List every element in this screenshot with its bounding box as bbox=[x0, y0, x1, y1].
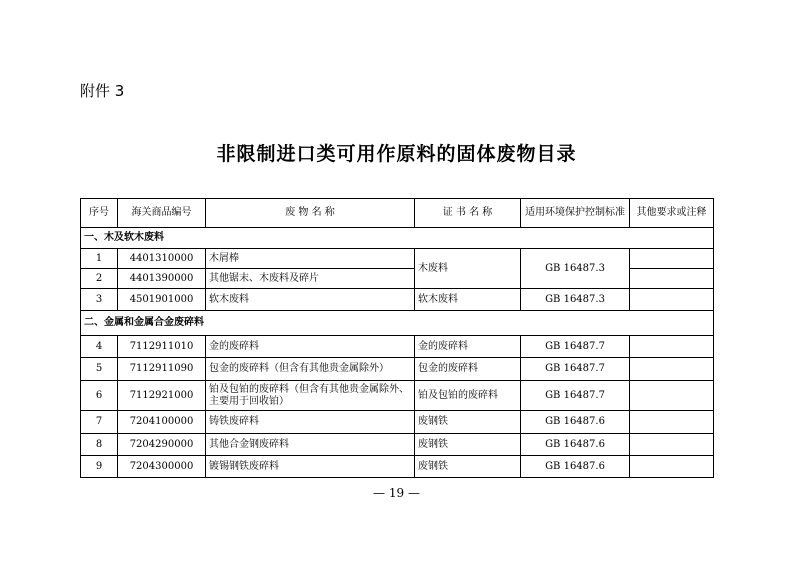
row-code: 7204100000 bbox=[118, 411, 206, 434]
row-name: 金的废碎料 bbox=[206, 336, 415, 358]
row-cert: 包金的废碎料 bbox=[415, 358, 521, 381]
header-code: 海关商品编号 bbox=[118, 199, 206, 228]
row-no: 7 bbox=[81, 411, 118, 434]
table-row bbox=[81, 336, 714, 358]
row-name: 铂及包铂的废碎料（但含有其他贵金属除外、主要用于回收铂） bbox=[206, 381, 415, 411]
document-title: 非限制进口类可用作原料的固体废物目录 bbox=[216, 143, 577, 165]
table-row bbox=[81, 249, 714, 269]
header-note: 其他要求或注释 bbox=[630, 199, 714, 228]
row-name: 铸铁废碎料 bbox=[206, 411, 415, 434]
row-no: 1 bbox=[81, 249, 118, 269]
row-code: 7112911010 bbox=[118, 336, 206, 358]
header-no: 序号 bbox=[81, 199, 118, 228]
row-cert: 软木废料 bbox=[415, 289, 521, 311]
section-heading-row bbox=[81, 228, 714, 249]
row-name: 镀锡钢铁废碎料 bbox=[206, 456, 415, 478]
row-note bbox=[630, 434, 714, 456]
row-note bbox=[630, 336, 714, 358]
row-no: 8 bbox=[81, 434, 118, 456]
row-standard: GB 16487.6 bbox=[521, 434, 630, 456]
row-cert: 木废料 bbox=[415, 249, 521, 289]
attachment-label: 附件 3 bbox=[80, 82, 125, 100]
row-no: 2 bbox=[81, 269, 118, 289]
row-no: 4 bbox=[81, 336, 118, 358]
row-standard: GB 16487.3 bbox=[521, 249, 630, 289]
row-name: 其他合金钢废碎料 bbox=[206, 434, 415, 456]
row-code: 4401310000 bbox=[118, 249, 206, 269]
table-row bbox=[81, 456, 714, 478]
table-row bbox=[81, 358, 714, 381]
row-note bbox=[630, 269, 714, 289]
header-standard: 适用环境保护控制标准 bbox=[521, 199, 630, 228]
row-no: 6 bbox=[81, 381, 118, 411]
row-cert: 废钢铁 bbox=[415, 434, 521, 456]
row-name: 其他锯末、木废料及碎片 bbox=[206, 269, 415, 289]
row-note bbox=[630, 411, 714, 434]
row-standard: GB 16487.7 bbox=[521, 336, 630, 358]
row-note bbox=[630, 249, 714, 269]
row-no: 3 bbox=[81, 289, 118, 311]
row-code: 7112911090 bbox=[118, 358, 206, 381]
page-number: — 19 — bbox=[373, 486, 420, 500]
row-code: 7204290000 bbox=[118, 434, 206, 456]
row-code: 4501901000 bbox=[118, 289, 206, 311]
header-cert: 证 书 名 称 bbox=[415, 199, 521, 228]
row-name: 木屑棒 bbox=[206, 249, 415, 269]
row-note bbox=[630, 456, 714, 478]
section-heading: 二、金属和金属合金废碎料 bbox=[81, 311, 714, 336]
row-code: 7112921000 bbox=[118, 381, 206, 411]
row-name: 包金的废碎料（但含有其他贵金属除外） bbox=[206, 358, 415, 381]
row-standard: GB 16487.6 bbox=[521, 411, 630, 434]
row-cert: 废钢铁 bbox=[415, 411, 521, 434]
row-note bbox=[630, 289, 714, 311]
row-standard: GB 16487.3 bbox=[521, 289, 630, 311]
row-standard: GB 16487.7 bbox=[521, 358, 630, 381]
row-no: 9 bbox=[81, 456, 118, 478]
table-row bbox=[81, 289, 714, 311]
table-row bbox=[81, 381, 714, 411]
row-code: 4401390000 bbox=[118, 269, 206, 289]
section-heading: 一、木及软木废料 bbox=[81, 228, 714, 249]
row-note bbox=[630, 358, 714, 381]
row-cert: 金的废碎料 bbox=[415, 336, 521, 358]
table-row bbox=[81, 411, 714, 434]
row-note bbox=[630, 381, 714, 411]
table-header-row bbox=[81, 199, 714, 228]
row-standard: GB 16487.7 bbox=[521, 381, 630, 411]
section-heading-row bbox=[81, 311, 714, 336]
row-no: 5 bbox=[81, 358, 118, 381]
waste-catalog-table bbox=[80, 198, 714, 478]
row-cert: 铂及包铂的废碎料 bbox=[415, 381, 521, 411]
header-name: 废 物 名 称 bbox=[206, 199, 415, 228]
table-row bbox=[81, 434, 714, 456]
row-code: 7204300000 bbox=[118, 456, 206, 478]
row-standard: GB 16487.6 bbox=[521, 456, 630, 478]
row-cert: 废钢铁 bbox=[415, 456, 521, 478]
row-name: 软木废料 bbox=[206, 289, 415, 311]
